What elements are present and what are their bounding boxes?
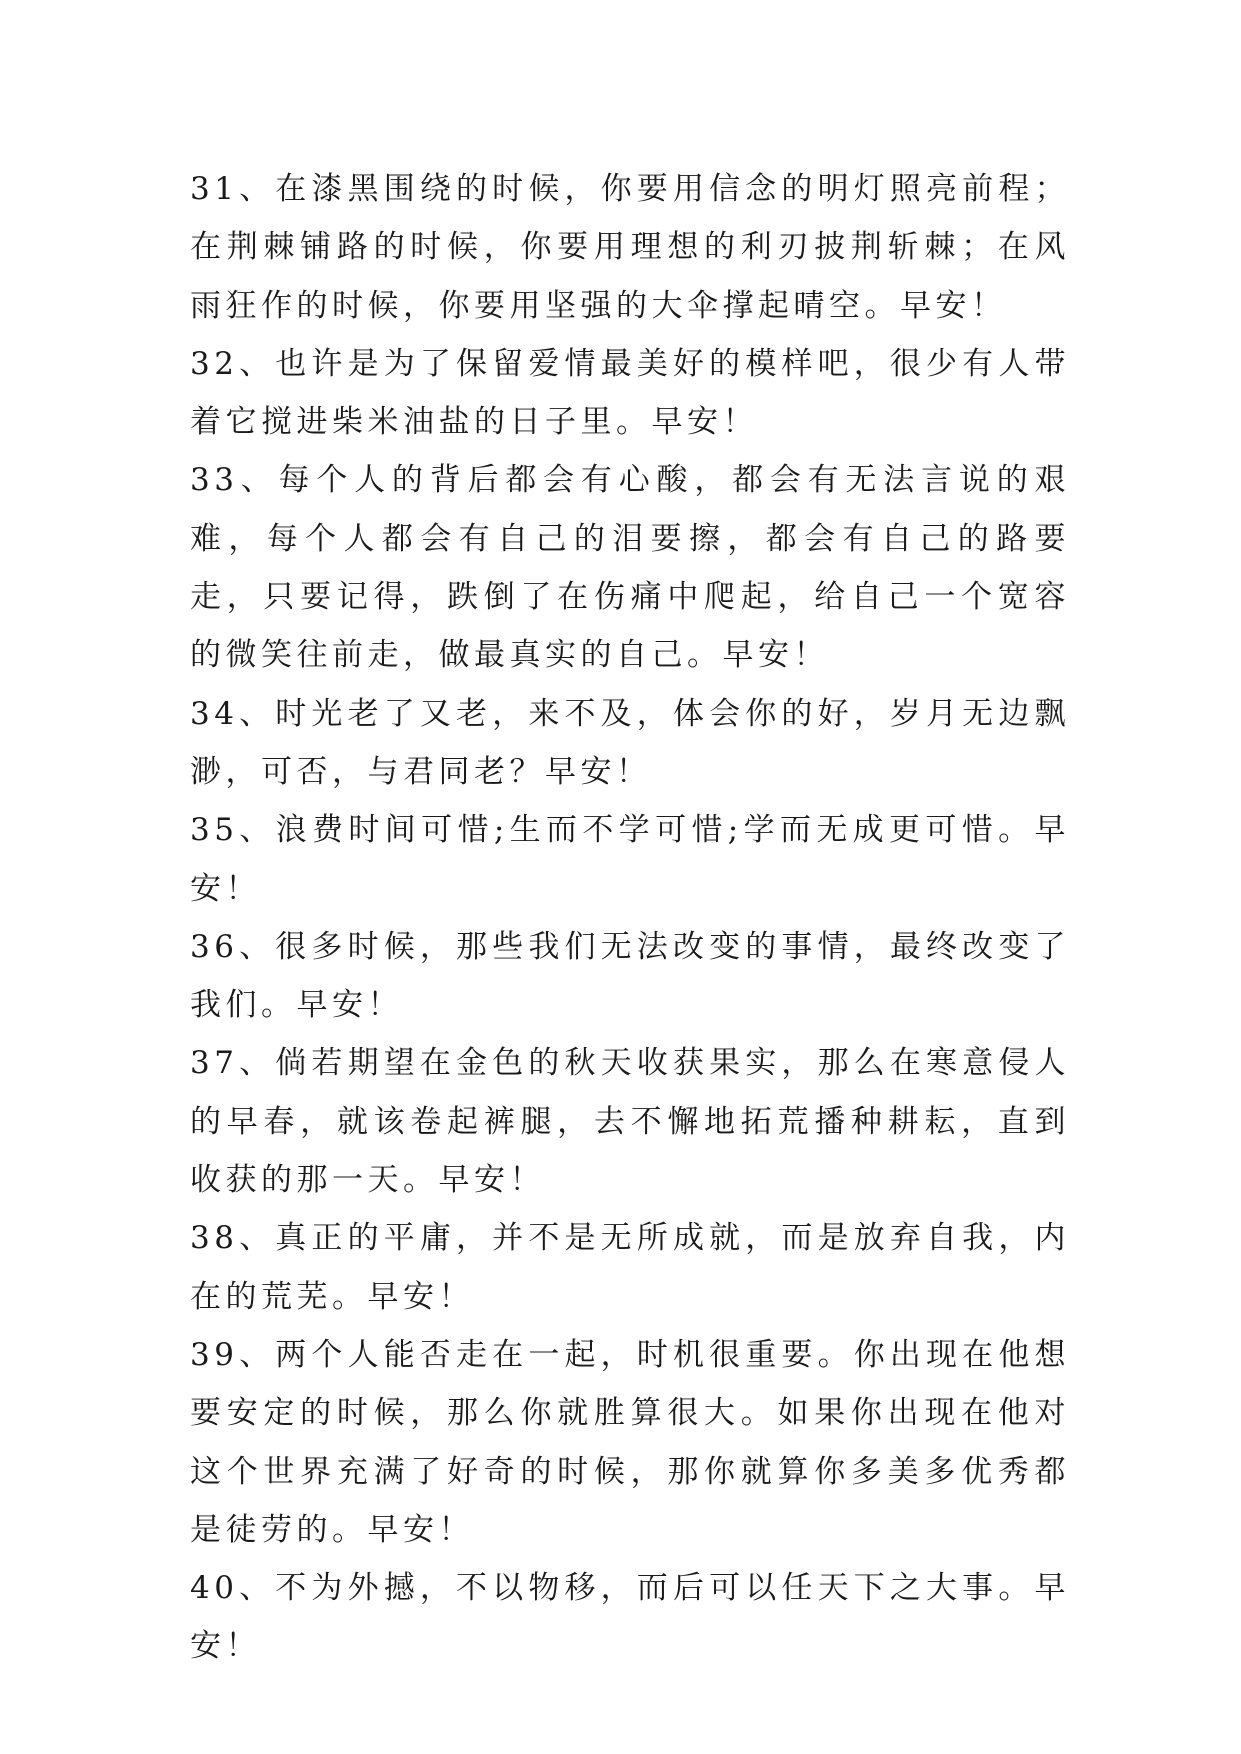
- paragraph-37: 37、倘若期望在金色的秋天收获果实，那么在寒意侵人的早春，就该卷起裤腿，去不懈地拓荒播种耕耘，直到收获的那一天。早安！: [190, 1045, 1070, 1199]
- document-body: [190, 160, 1070, 1676]
- paragraph-38: 38、真正的平庸，并不是无所成就，而是放弃自我，内在的荒芜。早安！: [190, 1220, 1070, 1315]
- paragraph-33: 33、每个人的背后都会有心酸，都会有无法言说的艰难，每个人都会有自己的泪要擦，都会有自己的路要走，只要记得，跌倒了在伤痛中爬起，给自己一个宽容的微笑往前走，做最真实的自己。早安！: [190, 462, 1070, 674]
- paragraph-35: 35、浪费时间可惜;生而不学可惜;学而无成更可惜。早安！: [190, 812, 1070, 907]
- paragraph-39: 39、两个人能否走在一起，时机很重要。你出现在他想要安定的时候，那么你就胜算很大。如果你出现在他对这个世界充满了好奇的时候，那你就算你多美多优秀都是徒劳的。早安！: [190, 1336, 1070, 1548]
- paragraph-34: 34、时光老了又老，来不及，体会你的好，岁月无边飘渺，可否，与君同老？早安！: [190, 695, 1070, 790]
- paragraph-31: 31、在漆黑围绕的时候，你要用信念的明灯照亮前程；在荆棘铺路的时候，你要用理想的利刃披荆斩棘；在风雨狂作的时候，你要用坚强的大伞撑起晴空。早安！: [190, 171, 1070, 324]
- paragraph-32: 32、也许是为了保留爱情最美好的模样吧，很少有人带着它搅进柴米油盐的日子里。早安！: [190, 345, 1070, 441]
- paragraph-40: 40、不为外撼，不以物移，而后可以任天下之大事。早安！: [190, 1570, 1070, 1665]
- paragraph-36: 36、很多时候，那些我们无法改变的事情，最终改变了我们。早安！: [190, 928, 1070, 1024]
